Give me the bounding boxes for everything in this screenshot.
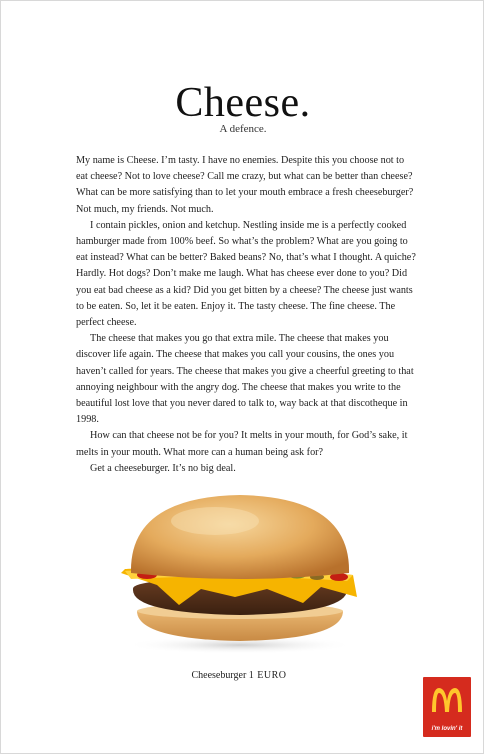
body-paragraph: Get a cheeseburger. It’s no big deal. [90, 462, 236, 474]
headline: Cheese. [175, 80, 311, 126]
cheeseburger-image [117, 493, 363, 655]
body-paragraph: My name is Cheese. I’m tasty. I have no enemies. Despite this you choose not to eat cheese? Not to love cheese? Call me crazy, but what can be better than cheese? What can be more satisfying than to let your mouth embrace a fresh cheeseburger? Not much, my friends. Not much. [76, 155, 414, 215]
body-paragraph: I contain pickles, onion and ketchup. Nestling inside me is a perfectly cooked hamburger made from 100% beef. So what’s the problem? What are you going to eat instead? What can be better? Baked beans? No, that’s what I thought. A quiche? Hardly. Hot dogs? Don’t make me laugh. What has cheese ever done to you? Did you eat bad cheese as a kid? Did you get bitten by a cheese? The cheese just wants to be eaten. So, let it be eaten. Enjoy it. The tasty cheese. The fine cheese. The perfect cheese. [76, 219, 416, 329]
mcdonalds-logo [423, 677, 471, 737]
body-paragraph: The cheese that makes you go that extra mile. The cheese that makes you discover life again. The cheese that makes you call your cousins, the ones you haven’t called for years. The cheese that makes you give a cheerful greeting to that annoying neighbour with the angry dog. The cheese that makes you write to the beautiful lost love that you never dared to talk to, way back at that discotheque in 1998. [76, 333, 414, 426]
logo-tagline: i'm lovin' it [431, 726, 463, 732]
product-name: Cheeseburger [191, 670, 247, 681]
product-price: 1 EURO [248, 670, 287, 681]
product-caption [1, 670, 477, 681]
golden-arches-icon [430, 685, 464, 713]
body-paragraph: How can that cheese not be for you? It melts in your mouth, for God’s sake, it melts in your mouth. What more can a human being ask for? [76, 430, 408, 458]
subheadline: A defence. [219, 123, 267, 135]
body-copy [76, 153, 416, 477]
